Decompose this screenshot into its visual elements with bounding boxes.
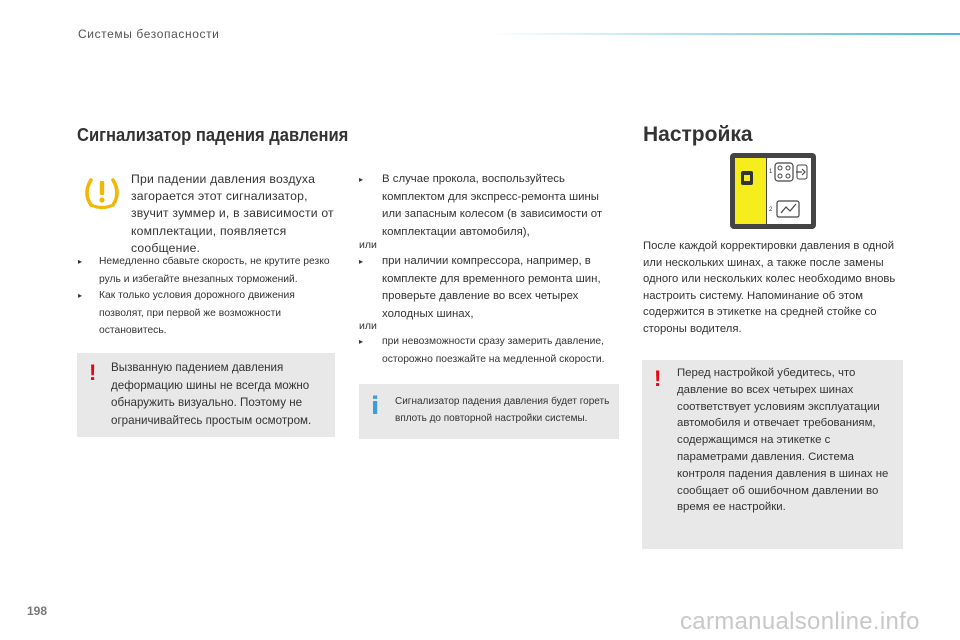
or-separator: или <box>359 320 377 332</box>
svg-text:2: 2 <box>769 207 773 213</box>
warning-note-box <box>642 360 903 549</box>
section-header: Системы безопасности <box>78 27 220 41</box>
svg-text:1: 1 <box>769 169 773 175</box>
info-icon: i <box>371 392 380 420</box>
list-item: ▸ при невозможности сразу замерить давление, осторожно поезжайте на медленной скорости. <box>359 333 621 368</box>
setup-paragraph: После каждой корректировки давления в одной или нескольких шинах, а также после замены одного или нескольких колес необходимо вновь настроить систему. Напоминание об этом содержится в этикетке на средней стойке со стороны водителя. <box>643 240 896 335</box>
exclamation-icon: ! <box>654 366 662 391</box>
warning-note-text: Перед настройкой убедитесь, что давление во всех четырех шинах соответствует условиям эксплуатации автомобиля и отвечает требованиям, содержащимся на этикетке с параметрами давления. Система контроля падения давления в шинах не сообщает об ошибочном давлении во время ее настройки. <box>677 367 889 514</box>
bullet-arrow-icon: ▸ <box>359 257 364 266</box>
bullet-arrow-icon: ▸ <box>359 337 364 346</box>
exclamation-icon: ! <box>89 360 97 385</box>
header-divider <box>490 33 960 35</box>
or-separator: или <box>359 239 377 251</box>
warning-note-text: Вызванную падением давления деформацию шины не всегда можно обнаружить визуально. Поэтому не ограничивайтесь простым осмотром. <box>111 361 312 427</box>
list-item: ▸ Как только условия дорожного движения позволят, при первой же возможности остановитесь. <box>78 287 318 340</box>
section-title-warning-light: Сигнализатор падения давления <box>77 125 349 145</box>
bullet-arrow-icon: ▸ <box>78 257 83 266</box>
info-note-text: Сигнализатор падения давления будет гореть вплоть до повторной настройки системы. <box>395 396 610 424</box>
bullet-arrow-icon: ▸ <box>359 175 364 184</box>
page-number: 198 <box>27 604 48 618</box>
tire-pressure-warning-icon <box>82 173 122 213</box>
warning-intro-text: При падении давления воздуха загорается этот сигнализатор, звучит зуммер и, в зависимости от комплектации, появляется сообщение. <box>131 172 334 255</box>
list-item: ▸ при наличии компрессора, например, в комплекте для временного ремонта шин, проверьте давление во всех четырех холодных шинах, <box>359 255 601 320</box>
reset-button-panel-icon <box>730 153 816 229</box>
warning-note-box <box>77 353 335 437</box>
watermark: carmanualsonline.info <box>680 608 920 635</box>
section-title-setup: Настройка <box>643 123 753 146</box>
list-item: ▸ В случае прокола, воспользуйтесь комплектом для экспресс-ремонта шины или запасным колесом (в зависимости от комплектации автомобиля), <box>359 173 603 238</box>
bullet-arrow-icon: ▸ <box>78 291 83 300</box>
list-item: ▸ Немедленно сбавьте скорость, не крутите резко руль и избегайте внезапных торможений. <box>78 253 343 288</box>
info-note-box <box>359 384 619 439</box>
